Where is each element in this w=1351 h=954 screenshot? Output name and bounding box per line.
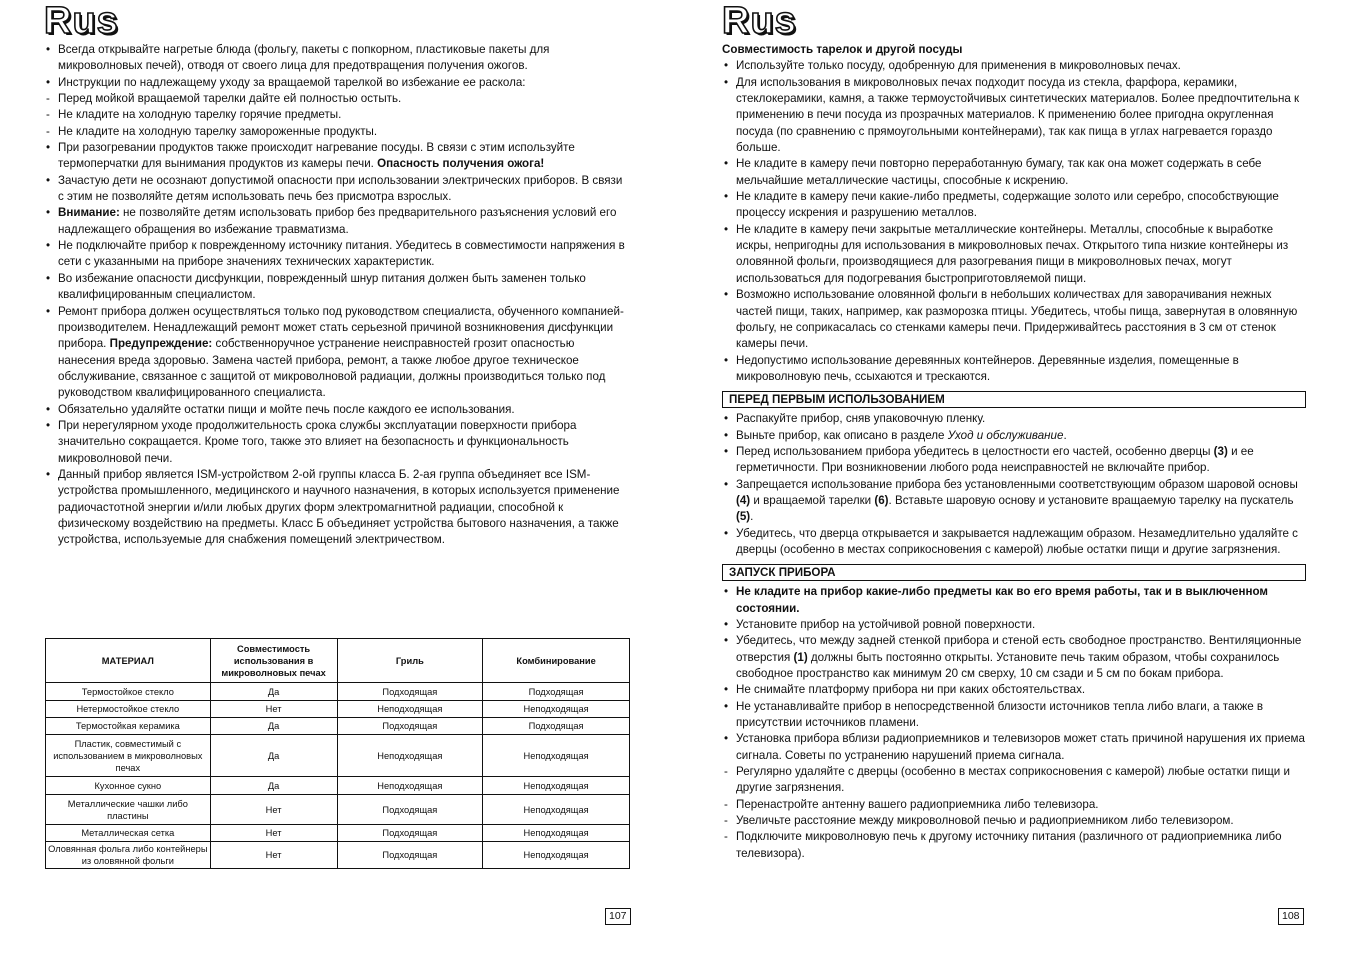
right-page bbox=[676, 0, 1351, 954]
bullet-icon: • bbox=[46, 467, 51, 481]
page-number: 107 bbox=[605, 908, 631, 925]
table-cell: Да bbox=[210, 777, 337, 795]
list-item bbox=[44, 418, 630, 467]
dash-icon: - bbox=[724, 830, 728, 844]
list-item bbox=[722, 444, 1306, 477]
table-cell: Неподходящая bbox=[483, 825, 630, 842]
list-item bbox=[722, 411, 1306, 427]
bullet-icon: • bbox=[46, 402, 51, 416]
table-cell: Подходящая bbox=[483, 683, 630, 701]
text-run: Внимание: bbox=[58, 206, 120, 220]
table-cell: Термостойкая керамика bbox=[46, 718, 211, 735]
text-run: Выньте прибор, как описано в разделе bbox=[736, 428, 948, 442]
list-item bbox=[722, 617, 1306, 633]
list-item bbox=[722, 699, 1306, 732]
text-run: Данный прибор является ISM-устройством 2-ой группы класса Б. 2-ая группа объединяет все ISM-устройства промышленного, медицинского и научного назначения, в которых используется применение радиочастотной энергии и/или любых других форм электромагнитной радиации, способной к физическому воздействию на предметы. Класс Б объединяет устройства бытового назначения, а также устройства, используемые для снабжения помещений электричеством. bbox=[58, 467, 620, 547]
text-run: (4) bbox=[736, 493, 751, 507]
dash-icon: - bbox=[724, 814, 728, 828]
safety-instructions-list bbox=[44, 42, 630, 549]
list-item bbox=[722, 526, 1306, 559]
text-run: Не кладите на прибор какие-либо предметы как во его время работы, так и в выключенном состоянии. bbox=[736, 585, 1268, 615]
bullet-icon: • bbox=[724, 699, 729, 713]
bullet-icon: • bbox=[724, 585, 729, 599]
text-run: Подключите микроволновую печь к другому источнику питания (различного от радиоприемника либо телевизора). bbox=[736, 830, 1282, 860]
text-run: Возможно использование оловянной фольги в небольших количествах для заворачивания нежных частей пищи, таких, например, как разморозка птицы. Убедитесь, чтобы пища, завернутая в оловянную фольгу, не соприкасалась со стенками камеры печи. Придерживайтесь расстояния в 3 см от стенок камеры печи. bbox=[736, 288, 1298, 351]
table-cell: Подходящая bbox=[337, 842, 483, 869]
text-run: Не кладите в камеру печи закрытые металлические контейнеры. Металлы, способные к выработке искры, непригодны для использования в микроволновых печах. Открытого типа низкие контейнеры из оловянной фольги, производящиеся для разогревания пищи в микроволновых печах, могут использоваться для подогревания быстроприготовляемой пищи. bbox=[736, 222, 1289, 285]
list-item bbox=[722, 797, 1306, 813]
text-run: ЗАПУСК ПРИБОРА bbox=[729, 566, 836, 580]
text-run: Недопустимо использование деревянных контейнеров. Деревянные изделия, помещенные в микроволновую печь, ссыхаются и трескаются. bbox=[736, 353, 1239, 383]
column-header: Комбинирование bbox=[483, 639, 630, 683]
table-cell: Нет bbox=[210, 842, 337, 869]
text-run: При нерегулярном уходе продолжительность срока службы эксплуатации поверхности прибора значительно сокращается. Кроме того, также это влияет на безопасность и функциональность микроволновой печи. bbox=[58, 418, 577, 465]
table-cell: Нет bbox=[210, 825, 337, 842]
text-run: Убедитесь, что между задней стенкой прибора и стеной есть свободное пространство. Вентиляционные отверстия bbox=[736, 634, 1302, 664]
text-run: Перенастройте антенну вашего радиоприемника либо телевизора. bbox=[736, 797, 1099, 811]
text-run: Перед мойкой вращаемой тарелки дайте ей полностью остыть. bbox=[58, 92, 402, 106]
bullet-icon: • bbox=[724, 618, 729, 631]
table-cell: Да bbox=[210, 683, 337, 701]
bullet-icon: • bbox=[724, 157, 729, 171]
bullet-icon: • bbox=[46, 418, 51, 432]
list-item bbox=[44, 402, 630, 418]
text-run: Предупреждение: bbox=[109, 337, 213, 351]
table-cell: Подходящая bbox=[337, 795, 483, 825]
list-item bbox=[44, 467, 630, 549]
table-cell: Нетермостойкое стекло bbox=[46, 701, 211, 718]
text-run: Не кладите в камеру печи какие-либо предметы, содержащие золото или серебро, способствующие процессу искрения и разрушению металлов. bbox=[736, 190, 1279, 220]
table-cell: Неподходящая bbox=[337, 735, 483, 777]
list-item bbox=[44, 205, 630, 238]
text-run: Увеличьте расстояние между микроволновой печью и радиоприемником либо телевизором. bbox=[736, 814, 1234, 828]
table-cell: Неподходящая bbox=[483, 735, 630, 777]
list-item bbox=[722, 477, 1306, 526]
list-item bbox=[44, 124, 630, 140]
text-run: и ее герметичности. При возникновении любого рода неисправностей не включайте прибор. bbox=[736, 444, 1254, 475]
table-cell: Подходящая bbox=[483, 718, 630, 735]
text-run: . bbox=[1063, 428, 1067, 442]
text-run: ПЕРЕД ПЕРВЫМ ИСПОЛЬЗОВАНИЕМ bbox=[729, 393, 945, 407]
text-run: Установка прибора вблизи радиоприемников и телевизоров может стать причиной нарушения их приема сигнала. Советы по устранению нарушений приема сигнала. bbox=[736, 732, 1305, 762]
text-run: Совместимость тарелок и другой посуды bbox=[722, 43, 963, 56]
dash-icon: - bbox=[46, 92, 50, 106]
text-run: Не устанавливайте прибор в непосредственной близости источников тепла либо влаги, а также в присутствии источников пламени. bbox=[736, 699, 1264, 730]
table-header-row bbox=[46, 639, 630, 683]
text-run: (6) bbox=[874, 493, 889, 507]
section-heading bbox=[722, 564, 1306, 581]
table-cell: Неподходящая bbox=[337, 777, 483, 795]
page-title: Rus bbox=[44, 0, 119, 42]
list-item bbox=[722, 287, 1306, 352]
table-cell: Нет bbox=[210, 701, 337, 718]
table-cell: Да bbox=[210, 718, 337, 735]
text-run: Инструкции по надлежащему уходу за вращаемой тарелкой во избежание ее раскола: bbox=[58, 75, 526, 89]
dash-icon: - bbox=[724, 765, 728, 779]
text-run: Во избежание опасности дисфункции, поврежденный шнур питания должен быть заменен только квалифицированным специалистом. bbox=[58, 271, 586, 302]
bullet-icon: • bbox=[724, 412, 729, 426]
bullet-icon: • bbox=[46, 75, 51, 89]
table-cell: Неподходящая bbox=[483, 842, 630, 869]
dash-icon: - bbox=[46, 108, 50, 122]
text-run: Не снимайте платформу прибора ни при каких обстоятельствах. bbox=[736, 683, 1086, 697]
list-item bbox=[722, 353, 1306, 386]
table-cell: Металлическая сетка bbox=[46, 825, 211, 842]
table-row bbox=[46, 795, 630, 825]
table-cell: Пластик, совместимый с использованием в микроволновых печах bbox=[46, 735, 211, 777]
text-run: Для использования в микроволновых печах подходит посуда из стекла, фарфора, керамики, стеклокерамики, камня, а также термоустойчивых синтетических материалов. Более предпочтительна к применению в печи посуда из прозрачных материалов. К применению более пригодна округленная посуда (по сравнению с прямоугольными контейнерами), так как пища в углах нагревается гораздо больше. bbox=[736, 75, 1300, 155]
bullet-icon: • bbox=[724, 353, 729, 367]
column-header: Совместимость использования в микроволновых печах bbox=[210, 639, 337, 683]
list-item bbox=[44, 75, 630, 91]
list-item bbox=[44, 304, 630, 402]
text-run: Зачастую дети не осознают допустимой опасности при использовании электрических приборов. В связи с этим не позволяйте детям использовать печь без присмотра взрослых. bbox=[58, 173, 623, 204]
table-cell: Подходящая bbox=[337, 683, 483, 701]
bullet-icon: • bbox=[724, 59, 729, 73]
table-cell: Да bbox=[210, 735, 337, 777]
table-cell: Неподходящая bbox=[483, 777, 630, 795]
list-item bbox=[44, 271, 630, 304]
bullet-icon: • bbox=[724, 634, 729, 648]
text-run: собственноручное устранение неисправностей грозит опасностью нанесения вреда здоровью. Замена частей прибора, ремонт, а также любое другое техническое обслуживание, связанное с защитой от микроволновой радиации, должны производиться только под руководством квалифицированного специалиста. bbox=[58, 337, 606, 400]
table-cell: Подходящая bbox=[337, 825, 483, 842]
left-page bbox=[0, 0, 675, 954]
bullet-icon: • bbox=[724, 477, 729, 491]
text-run: (1) bbox=[793, 650, 808, 664]
column-header: МАТЕРИАЛ bbox=[46, 639, 211, 683]
text-run: Перед использованием прибора убедитесь в целостности его частей, особенно дверцы bbox=[736, 444, 1214, 458]
text-run: Распакуйте прибор, сняв упаковочную пленку. bbox=[736, 412, 986, 426]
bullet-icon: • bbox=[724, 75, 729, 89]
table-row bbox=[46, 718, 630, 735]
table-cell: Нет bbox=[210, 795, 337, 825]
text-run: не позволяйте детям использовать прибор без предварительного разъяснения условий его надлежащего обращения во избежание травматизма. bbox=[58, 206, 617, 236]
bullet-icon: • bbox=[724, 526, 729, 540]
list-item bbox=[44, 140, 630, 173]
table-cell: Металлические чашки либо пластины bbox=[46, 795, 211, 825]
text-run: Не кладите на холодную тарелку замороженные продукты. bbox=[58, 124, 378, 138]
list-item bbox=[722, 829, 1306, 862]
list-item bbox=[722, 813, 1306, 829]
text-run: При разогревании продуктов также происходит нагревание посуды. В связи с этим используйте термоперчатки для вынимания продуктов из камеры печи. bbox=[58, 141, 575, 171]
text-run: Опасность получения ожога! bbox=[377, 157, 545, 171]
list-item bbox=[722, 222, 1306, 287]
text-run: Не кладите в камеру печи повторно переработанную бумагу, так как она может содержать в себе мельчайшие металлические частицы, способные к искрению. bbox=[736, 157, 1262, 187]
bullet-icon: • bbox=[46, 173, 51, 187]
list-item bbox=[44, 107, 630, 123]
table-row bbox=[46, 825, 630, 842]
list-item bbox=[722, 75, 1306, 157]
text-run: Обязательно удаляйте остатки пищи и мойте печь после каждого ее использования. bbox=[58, 402, 515, 416]
text-run: Ремонт прибора должен осуществляться только под руководством специалиста, обученного компанией-производителем. Ненадлежащий ремонт может стать серьезной причиной возникновения дисфункции прибора. bbox=[58, 304, 624, 351]
table-cell: Кухонное сукно bbox=[46, 777, 211, 795]
list-item bbox=[722, 189, 1306, 222]
text-run: Убедитесь, что дверца открывается и закрывается надлежащим образом. Незамедлительно удаляйте с дверцы (особенно в местах соприкосновения с камерой) любые остатки пищи и другие загрязнения. bbox=[736, 526, 1298, 556]
list-item bbox=[44, 173, 630, 206]
table-cell: Неподходящая bbox=[483, 795, 630, 825]
bullet-icon: • bbox=[724, 222, 729, 236]
bullet-icon: • bbox=[46, 141, 51, 155]
usage-instructions bbox=[722, 42, 1306, 862]
text-run: Запрещается использование прибора без установленными соответствующим образом шаровой основы bbox=[736, 477, 1298, 491]
text-run: (5) bbox=[736, 510, 751, 524]
list-item bbox=[722, 428, 1306, 444]
text-run: Установите прибор на устойчивой ровной поверхности. bbox=[736, 618, 1036, 631]
subsection-heading bbox=[722, 42, 1306, 58]
table-cell: Термостойкое стекло bbox=[46, 683, 211, 701]
bullet-icon: • bbox=[46, 43, 51, 56]
list-item bbox=[722, 764, 1306, 797]
list-item bbox=[722, 58, 1306, 74]
text-run: и вращаемой тарелки bbox=[750, 493, 875, 507]
text-run: Всегда открывайте нагретые блюда (фольгу, пакеты с попкорном, пластиковые пакеты для микроволновых печей), отводя от своего лица для предотвращения получения ожогов. bbox=[58, 43, 550, 73]
bullet-icon: • bbox=[46, 304, 51, 318]
text-run: должны быть постоянно открыты. Установите печь таким образом, чтобы сохранилось свободное пространство как минимум 20 см сверху, 10 см сзади и 5 см по бокам прибора. bbox=[736, 650, 1280, 681]
bullet-icon: • bbox=[724, 683, 729, 697]
text-run: (3) bbox=[1213, 444, 1228, 458]
table-cell: Оловянная фольга либо контейнеры из оловянной фольги bbox=[46, 842, 211, 869]
table-row bbox=[46, 842, 630, 869]
text-run: Регулярно удаляйте с дверцы (особенно в местах соприкосновения с камерой) любые остатки пищи и другие загрязнения. bbox=[736, 765, 1290, 795]
bullet-icon: • bbox=[724, 444, 729, 458]
dash-icon: - bbox=[724, 797, 728, 811]
page-title: Rus bbox=[722, 0, 797, 42]
bullet-icon: • bbox=[46, 206, 51, 220]
table-row bbox=[46, 777, 630, 795]
list-item bbox=[44, 42, 630, 75]
page-number: 108 bbox=[1278, 908, 1304, 925]
bullet-icon: • bbox=[724, 428, 729, 442]
column-header: Гриль bbox=[337, 639, 483, 683]
table-row bbox=[46, 701, 630, 718]
table-cell: Подходящая bbox=[337, 718, 483, 735]
text-run: Не подключайте прибор к поврежденному источнику питания. Убедитесь в совместимости напряжения в сети с указанными на приборе значениях технических характеристик. bbox=[58, 239, 625, 269]
text-run: Уход и обслуживание bbox=[947, 428, 1064, 442]
dash-icon: - bbox=[46, 124, 50, 138]
material-compatibility-table bbox=[45, 638, 630, 869]
text-run: Используйте только посуду, одобренную для применения в микроволновых печах. bbox=[736, 59, 1181, 73]
table-cell: Неподходящая bbox=[483, 701, 630, 718]
table-row bbox=[46, 735, 630, 777]
text-run: Не кладите на холодную тарелку горячие предметы. bbox=[58, 108, 342, 122]
section-heading bbox=[722, 391, 1306, 408]
table-row bbox=[46, 683, 630, 701]
bullet-icon: • bbox=[724, 190, 729, 204]
bullet-icon: • bbox=[46, 239, 51, 253]
text-run: . bbox=[750, 510, 754, 524]
table-cell: Неподходящая bbox=[337, 701, 483, 718]
list-item bbox=[722, 156, 1306, 189]
bullet-icon: • bbox=[46, 271, 51, 285]
bullet-icon: • bbox=[724, 732, 729, 746]
bullet-icon: • bbox=[724, 288, 729, 302]
list-item bbox=[722, 682, 1306, 698]
text-run: . Вставьте шаровую основу и установите вращаемую тарелку на пускатель bbox=[888, 493, 1294, 507]
list-item bbox=[44, 238, 630, 271]
list-item bbox=[722, 731, 1306, 764]
list-item bbox=[722, 584, 1306, 617]
list-item bbox=[722, 633, 1306, 682]
list-item bbox=[44, 91, 630, 107]
